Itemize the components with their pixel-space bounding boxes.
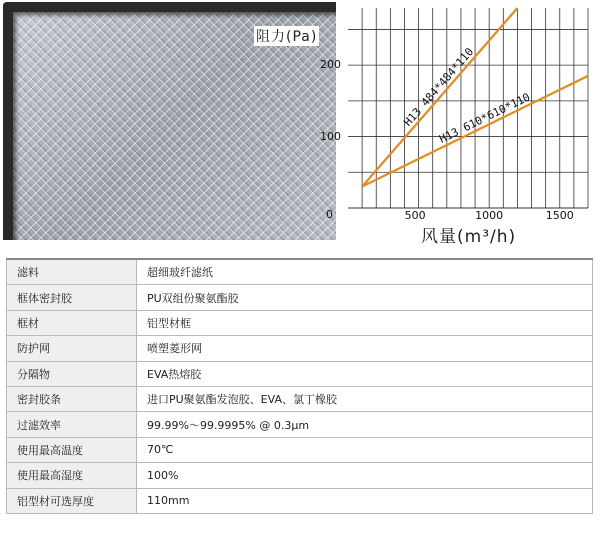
spec-row [7,437,593,462]
spec-label: 分隔物 [7,361,137,386]
spec-label: 铝型材可选厚度 [7,488,137,513]
spec-row [7,259,593,285]
x-tick-label: 1000 [475,209,504,222]
y-tick-label: 0 [326,208,333,221]
series-line [362,8,517,187]
spec-label: 滤料 [7,259,137,285]
x-tick-label: 500 [404,209,426,222]
spec-value: 喷塑菱形网 [137,336,593,361]
spec-row [7,463,593,488]
spec-row [7,386,593,411]
spec-row [7,336,593,361]
resistance-chart [236,0,600,250]
spec-value: 100% [137,463,593,488]
spec-label: 框体密封胶 [7,285,137,310]
spec-value: 70℃ [137,437,593,462]
spec-value: 铝型材框 [137,310,593,335]
spec-label: 使用最高温度 [7,437,137,462]
x-tick-label: 1500 [545,209,574,222]
spec-label: 框材 [7,310,137,335]
spec-value: PU双组份聚氨酯胶 [137,285,593,310]
spec-row [7,412,593,437]
spec-value: 进口PU聚氨酯发泡胶、EVA、氯丁橡胶 [137,386,593,411]
spec-value: EVA热熔胶 [137,361,593,386]
spec-value: 99.99%～99.9995% @ 0.3μm [137,412,593,437]
spec-table [6,258,593,514]
y-axis-label: 阻力(Pa) [254,26,319,46]
y-tick-label: 200 [320,58,341,72]
spec-row [7,310,593,335]
x-axis-label: 风量(m³/h) [421,227,517,247]
spec-value: 超细玻纤滤纸 [137,259,593,285]
spec-row [7,488,593,513]
spec-row [7,361,593,386]
spec-value: 110mm [137,488,593,513]
spec-label: 密封胶条 [7,386,137,411]
y-tick-label: 100 [320,129,341,143]
series-label: H13 610*610*110 [437,90,533,146]
spec-row [7,285,593,310]
spec-label: 使用最高湿度 [7,463,137,488]
series-label: H13 484*484*110 [401,45,477,129]
spec-label: 防护网 [7,336,137,361]
spec-label: 过滤效率 [7,412,137,437]
